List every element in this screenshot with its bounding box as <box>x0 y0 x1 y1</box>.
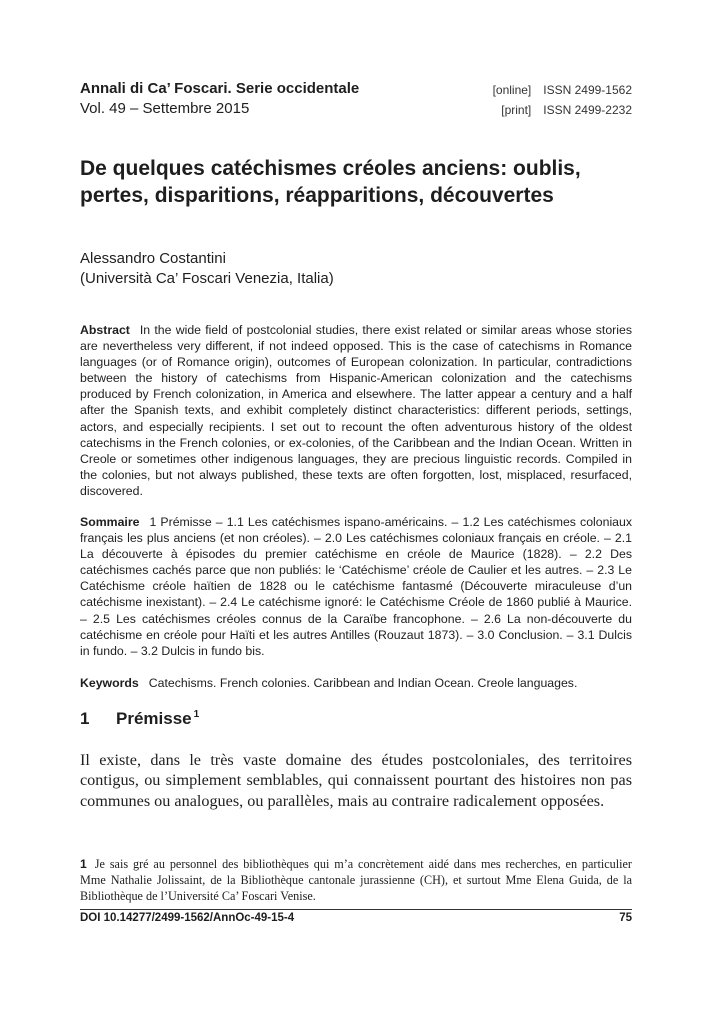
sommaire-text: 1 Prémisse – 1.1 Les catéchismes ispano-américains. – 1.2 Les catéchismes coloniaux français les plus anciens (et non créoles). – 2.0 Les catéchismes coloniaux français en créole. – 2.1 La découverte à épisodes du premier catéchisme en créole de Maurice (1828). – 2.2 Des catéchismes cachés parce que non publiés: le ‘Catéchisme’ créole de Caulier et les autres. – 2.3 Le Catéchisme créole haïtien de 1828 ou le catéchisme fantasmé (Découverte miraculeuse d’un catéchisme inexistant). – 2.4 Le catéchisme ignoré: le Catéchisme Créole de 1860 publié à Maurice. – 2.5 Les catéchismes créoles connus de la Caraïbe francophone. – 2.6 La non-découverte du catéchisme en créole pour Haïti et les autres Antilles (Rouzaut 1873). – 3.0 Conclusion. – 3.1 Dulcis in fundo. – 3.2 Dulcis in fundo bis. <box>80 515 632 658</box>
doi[interactable]: DOI 10.14277/2499-1562/AnnOc-49-15-4 <box>80 912 295 924</box>
journal-volume: Vol. 49 – Settembre 2015 <box>80 100 250 117</box>
keywords-block <box>80 675 632 691</box>
keywords-label: Keywords <box>80 676 139 690</box>
footnote-text: Je sais gré au personnel des bibliothèques qui m’a concrètement aidé dans mes recherches, en particulier Mme Nathalie Jolissaint, de la Bibliothèque cantonale jurassienne (CH), et surtout Mme Elena Guida, de la Bibliothèque de l’Université Ca’ Foscari Venise. <box>80 857 632 903</box>
issn-print <box>501 103 632 117</box>
author-name: Alessandro Costantini <box>80 250 226 267</box>
section-number: 1 <box>80 709 90 728</box>
author-affiliation: (Università Ca’ Foscari Venezia, Italia) <box>80 270 334 287</box>
issn-print-value: ISSN 2499-2232 <box>543 103 632 117</box>
issn-print-label: [print] <box>501 103 532 117</box>
footnote-ref[interactable]: 1 <box>193 709 200 720</box>
page-number: 75 <box>619 912 632 924</box>
journal-title: Annali di Ca’ Foscari. Serie occidentale <box>80 80 360 97</box>
keywords-text: Catechisms. French colonies. Caribbean and Indian Ocean. Creole languages. <box>148 676 578 690</box>
sommaire-label: Sommaire <box>80 515 140 529</box>
sommaire-block <box>80 514 632 659</box>
issn-online-value: ISSN 2499-1562 <box>543 83 632 97</box>
footnote-number: 1 <box>80 857 87 871</box>
issn-online-label: [online] <box>492 83 532 97</box>
section-title: Prémisse <box>116 709 192 728</box>
body-paragraph: Il existe, dans le très vaste domaine des études postcoloniales, des territoires contigus, ou simplement semblables, qui connaissent pourtant des histoires non pas communes ou analogues, ou parallèles, mais au contraire radicalement opposées. <box>80 751 632 810</box>
footer-divider <box>80 909 632 910</box>
abstract-text: In the wide field of postcolonial studies, there exist related or similar areas whose stories are nevertheless very different, if not indeed opposed. This is the case of catechisms in Romance languages (or of Romance origin), outcomes of European colonization. In particular, contradictions between the history of catechisms from Hispanic-American colonization and the catechisms produced by French colonization, in America and elsewhere. The latter appear a century and a half after the Spanish texts, and exhibit completely distinct characteristics: different periods, settings, actors, and especially recipients. I set out to recount the often adventurous history of the oldest catechisms in the French colonies, or ex-colonies, of the Caribbean and the Indian Ocean. Written in Creole or sometimes other indigenous languages, they are precious linguistic records. Compiled in the colonies, but not always published, these texts are often forgotten, lost, misplaced, resurfaced, discovered. <box>80 323 632 498</box>
footnote <box>80 856 632 904</box>
article-title: De quelques catéchismes créoles anciens: oublis, pertes, disparitions, réapparitions, découvertes <box>80 157 581 207</box>
section-heading <box>80 709 199 729</box>
issn-online <box>493 83 632 97</box>
abstract-block <box>80 322 632 499</box>
abstract-label: Abstract <box>80 323 130 337</box>
